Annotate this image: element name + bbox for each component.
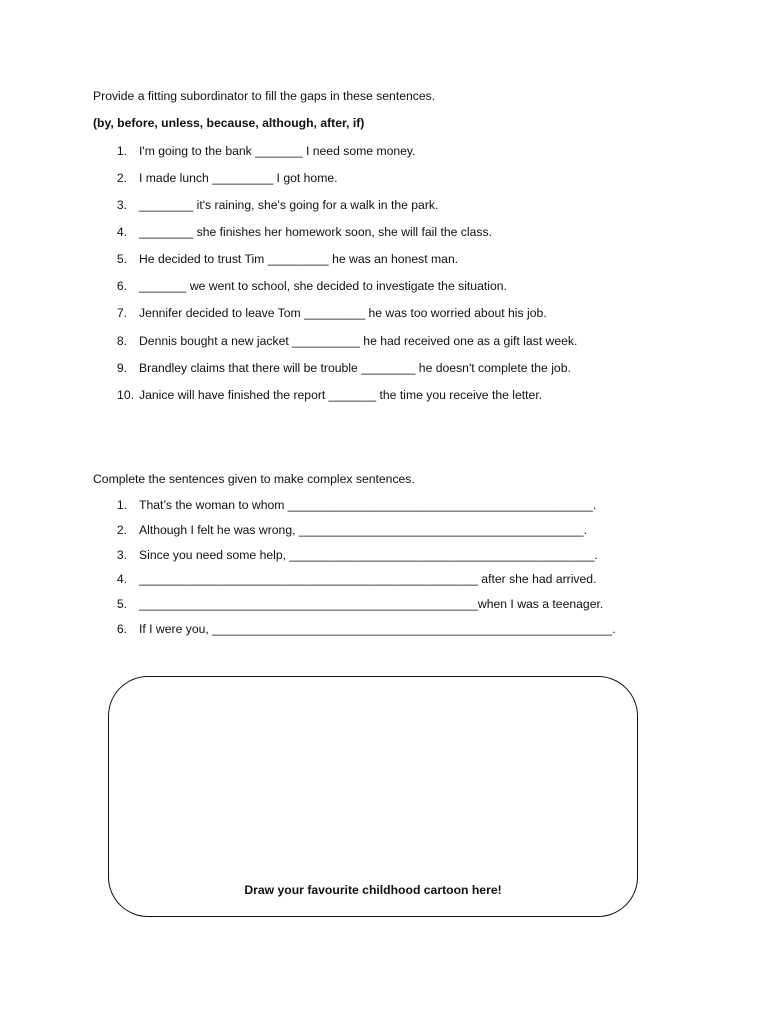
item-number: 1. [116,498,127,512]
item-number: 2. [116,171,127,185]
item-number: 5. [116,252,127,266]
item-text: Since you need some help, _____________________________________________. [139,548,598,562]
item-text: He decided to trust Tim _________ he was an honest man. [139,252,459,266]
item-text: That’s the woman to whom _____________________________________________. [139,498,597,512]
item-number: 9. [116,361,127,375]
item-number: 8. [116,334,127,348]
item-text: I'm going to the bank _______ I need some money. [139,144,416,158]
item-text: _______ we went to school, she decided to investigate the situation. [139,279,507,293]
word-bank: (by, before, unless, because, although, after, if) [93,116,365,130]
drawing-box [108,676,638,917]
item-text: ________ it's raining, she's going for a walk in the park. [139,198,439,212]
drawing-box-caption: Draw your favourite childhood cartoon here! [244,883,502,897]
item-number: 4. [116,225,127,239]
item-text: Jennifer decided to leave Tom _________ he was too worried about his job. [139,306,547,320]
item-number: 2. [116,523,127,537]
item-number: 3. [116,198,127,212]
item-text: Brandley claims that there will be trouble ________ he doesn't complete the job. [139,361,571,375]
item-text: Although I felt he was wrong, __________________________________________. [139,523,587,537]
section2-instruction: Complete the sentences given to make complex sentences. [93,472,415,486]
item-number: 10. [117,388,134,402]
item-number: 1. [116,144,127,158]
item-text: Janice will have finished the report _______ the time you receive the letter. [139,388,543,402]
item-number: 3. [116,548,127,562]
item-text: __________________________________________________ after she had arrived. [139,572,597,586]
item-number: 4. [116,572,127,586]
item-text: I made lunch _________ I got home. [139,171,338,185]
item-number: 6. [116,279,127,293]
item-text: Dennis bought a new jacket __________ he had received one as a gift last week. [139,334,578,348]
item-text: __________________________________________________when I was a teenager. [139,597,604,611]
item-number: 6. [116,622,127,636]
section1-instruction: Provide a fitting subordinator to fill the gaps in these sentences. [93,89,436,103]
item-text: If I were you, ___________________________________________________________. [139,622,616,636]
item-text: ________ she finishes her homework soon, she will fail the class. [139,225,492,239]
item-number: 5. [116,597,127,611]
item-number: 7. [116,306,127,320]
